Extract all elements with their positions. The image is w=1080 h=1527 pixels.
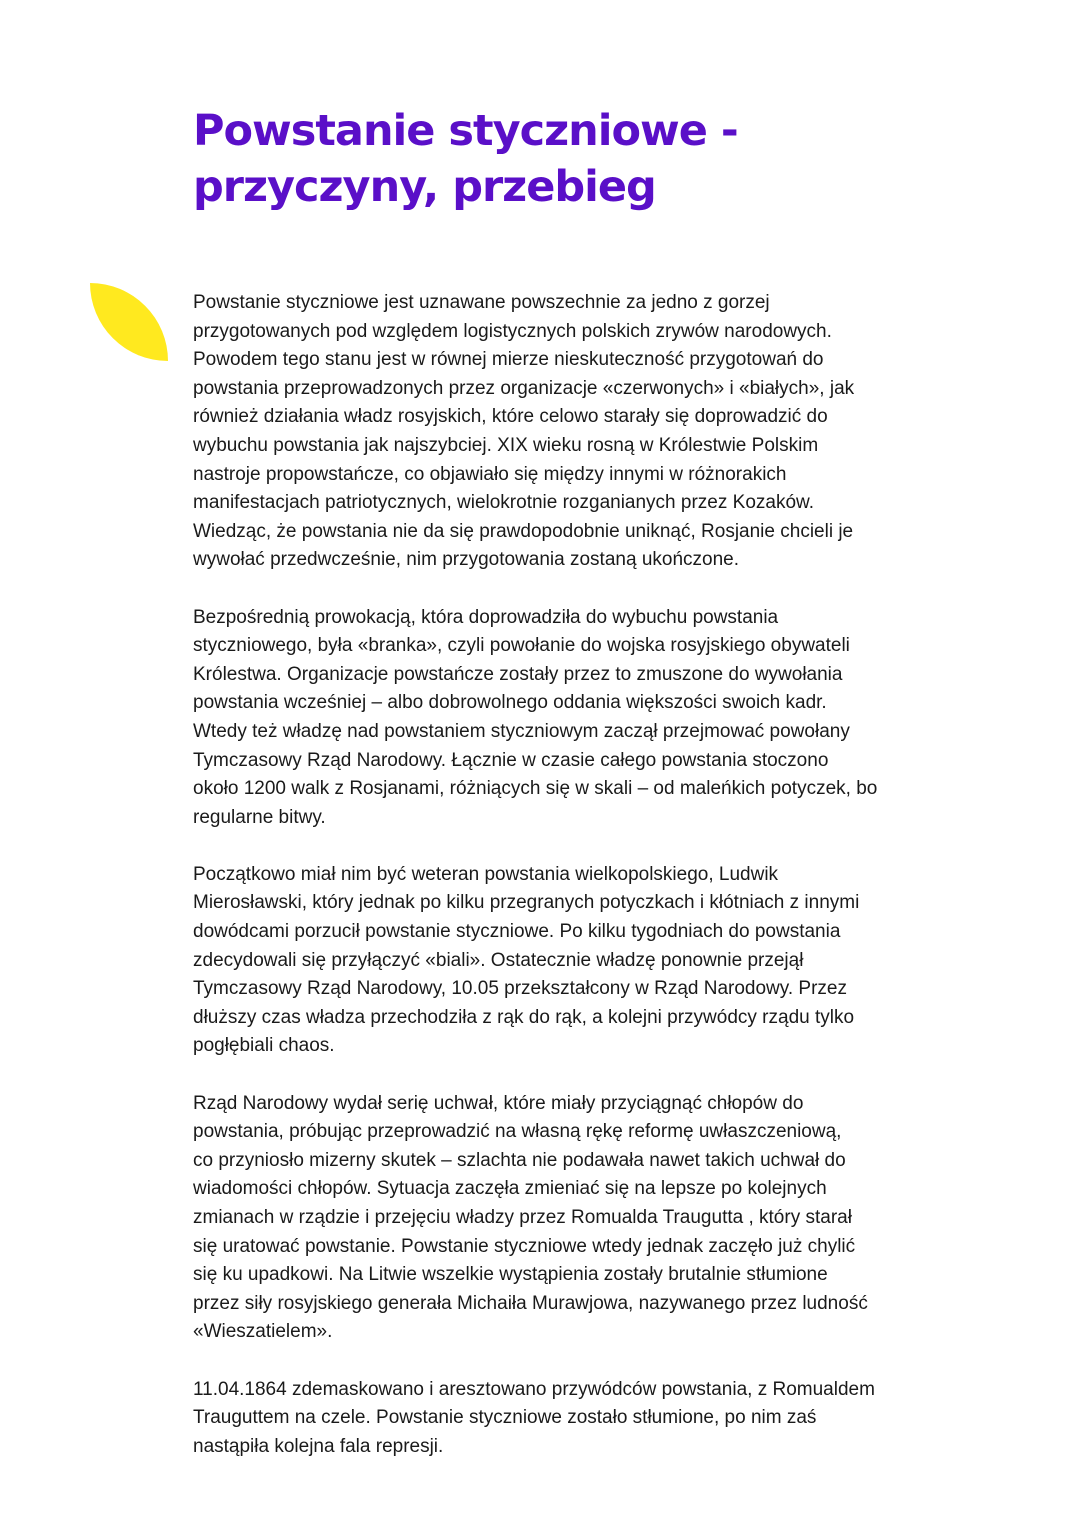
text-line: Trauguttem na czele. Powstanie styczniowe zostało stłumione, po nim zaś: [193, 1407, 817, 1429]
paragraph-2: [193, 604, 993, 833]
text-line: Początkowo miał nim być weteran powstania wielkopolskiego, Ludwik: [193, 863, 779, 885]
title-line: przyczyny, przebieg: [193, 162, 656, 212]
text-line: «Wieszatielem».: [193, 1321, 333, 1343]
text-line: zmianach w rządzie i przejęciu władzy przez Romualda Traugutta , który starał: [193, 1207, 852, 1228]
text-line: pogłębiali chaos.: [193, 1035, 335, 1057]
title-line: Powstanie styczniowe -: [193, 106, 738, 156]
text-line: regularne bitwy.: [193, 806, 326, 828]
text-line: 11.04.1864 zdemaskowano i aresztowano przywódców powstania, z Romualdem: [193, 1378, 875, 1400]
text-line: wybuchu powstania jak najszybciej. XIX wieku rosną w Królestwie Polskim: [193, 434, 819, 456]
text-line: dłuższy czas władza przechodziła z rąk do rąk, a kolejni przywódcy rządu tylko: [193, 1006, 855, 1028]
article-body: [193, 289, 993, 1490]
text-line: przez siły rosyjskiego generała Michaiła Murawjowa, nazywanego przez ludność: [193, 1292, 868, 1314]
page-title: [193, 103, 953, 215]
text-line: Bezpośrednią prowokacją, która doprowadziła do wybuchu powstania: [193, 606, 779, 628]
text-line: nastroje propowstańcze, co objawiało się między innymi w różnorakich: [193, 463, 787, 485]
text-line: Tymczasowy Rząd Narodowy. Łącznie w czasie całego powstania stoczono: [193, 749, 829, 771]
text-line: około 1200 walk z Rosjanami, różniących się w skali – od maleńkich potyczek, bo: [193, 778, 878, 800]
paragraph-3: [193, 861, 993, 1061]
text-line: wywołać przedwcześnie, nim przygotowania zostaną ukończone.: [193, 549, 739, 571]
text-line: co przyniosło mizerny skutek – szlachta nie podawała nawet takich uchwał do: [193, 1149, 846, 1171]
text-line: nastąpiła kolejna fala represji.: [193, 1435, 444, 1457]
text-line: przygotowanych pod względem logistycznych polskich zrywów narodowych.: [193, 320, 832, 342]
text-line: dowódcami porzucił powstanie styczniowe. Po kilku tygodniach do powstania: [193, 921, 841, 943]
text-line: Wiedząc, że powstania nie da się prawdopodobnie uniknąć, Rosjanie chcieli je: [193, 520, 854, 542]
text-line: powstania, próbując przeprowadzić na własną rękę reformę uwłaszczeniową,: [193, 1121, 842, 1143]
text-line: manifestacjach patriotycznych, wielokrotnie rozganianych przez Kozaków.: [193, 492, 814, 514]
text-line: Mierosławski, który jednak po kilku przegranych potyczkach i kłótniach z innymi: [193, 892, 860, 914]
text-line: wiadomości chłopów. Sytuacja zaczęła zmieniać się na lepsze po kolejnych: [193, 1178, 827, 1200]
text-line: się uratować powstanie. Powstanie styczniowe wtedy jednak zaczęło już chylić: [193, 1235, 856, 1257]
text-line: Powstanie styczniowe jest uznawane powszechnie za jedno z gorzej: [193, 292, 770, 313]
paragraph-1: [193, 289, 993, 575]
text-line: powstania wcześniej – albo dobrowolnego oddania większości swoich kadr.: [193, 692, 827, 714]
yellow-leaf-decoration: [90, 283, 168, 361]
text-line: Rząd Narodowy wydał serię uchwał, które miały przyciągnąć chłopów do: [193, 1092, 804, 1114]
paragraph-5: [193, 1376, 993, 1462]
text-line: Powodem tego stanu jest w równej mierze nieskuteczność przygotowań do: [193, 349, 824, 371]
text-line: styczniowego, była «branka», czyli powołanie do wojska rosyjskiego obywateli: [193, 635, 850, 657]
text-line: zdecydowali się przyłączyć «biali». Ostatecznie władzę ponownie przejął: [193, 949, 804, 971]
text-line: powstania przeprowadzonych przez organizacje «czerwonych» i «białych», jak: [193, 377, 855, 399]
text-line: Królestwa. Organizacje powstańcze zostały przez to zmuszone do wywołania: [193, 663, 843, 685]
text-line: również działania władz rosyjskich, które celowo starały się doprowadzić do: [193, 406, 828, 428]
text-line: Wtedy też władzę nad powstaniem styczniowym zaczął przejmować powołany: [193, 720, 850, 742]
paragraph-4: [193, 1090, 993, 1347]
text-line: Tymczasowy Rząd Narodowy, 10.05 przekształcony w Rząd Narodowy. Przez: [193, 978, 847, 1000]
text-line: się ku upadkowi. Na Litwie wszelkie wystąpienia zostały brutalnie stłumione: [193, 1264, 828, 1286]
